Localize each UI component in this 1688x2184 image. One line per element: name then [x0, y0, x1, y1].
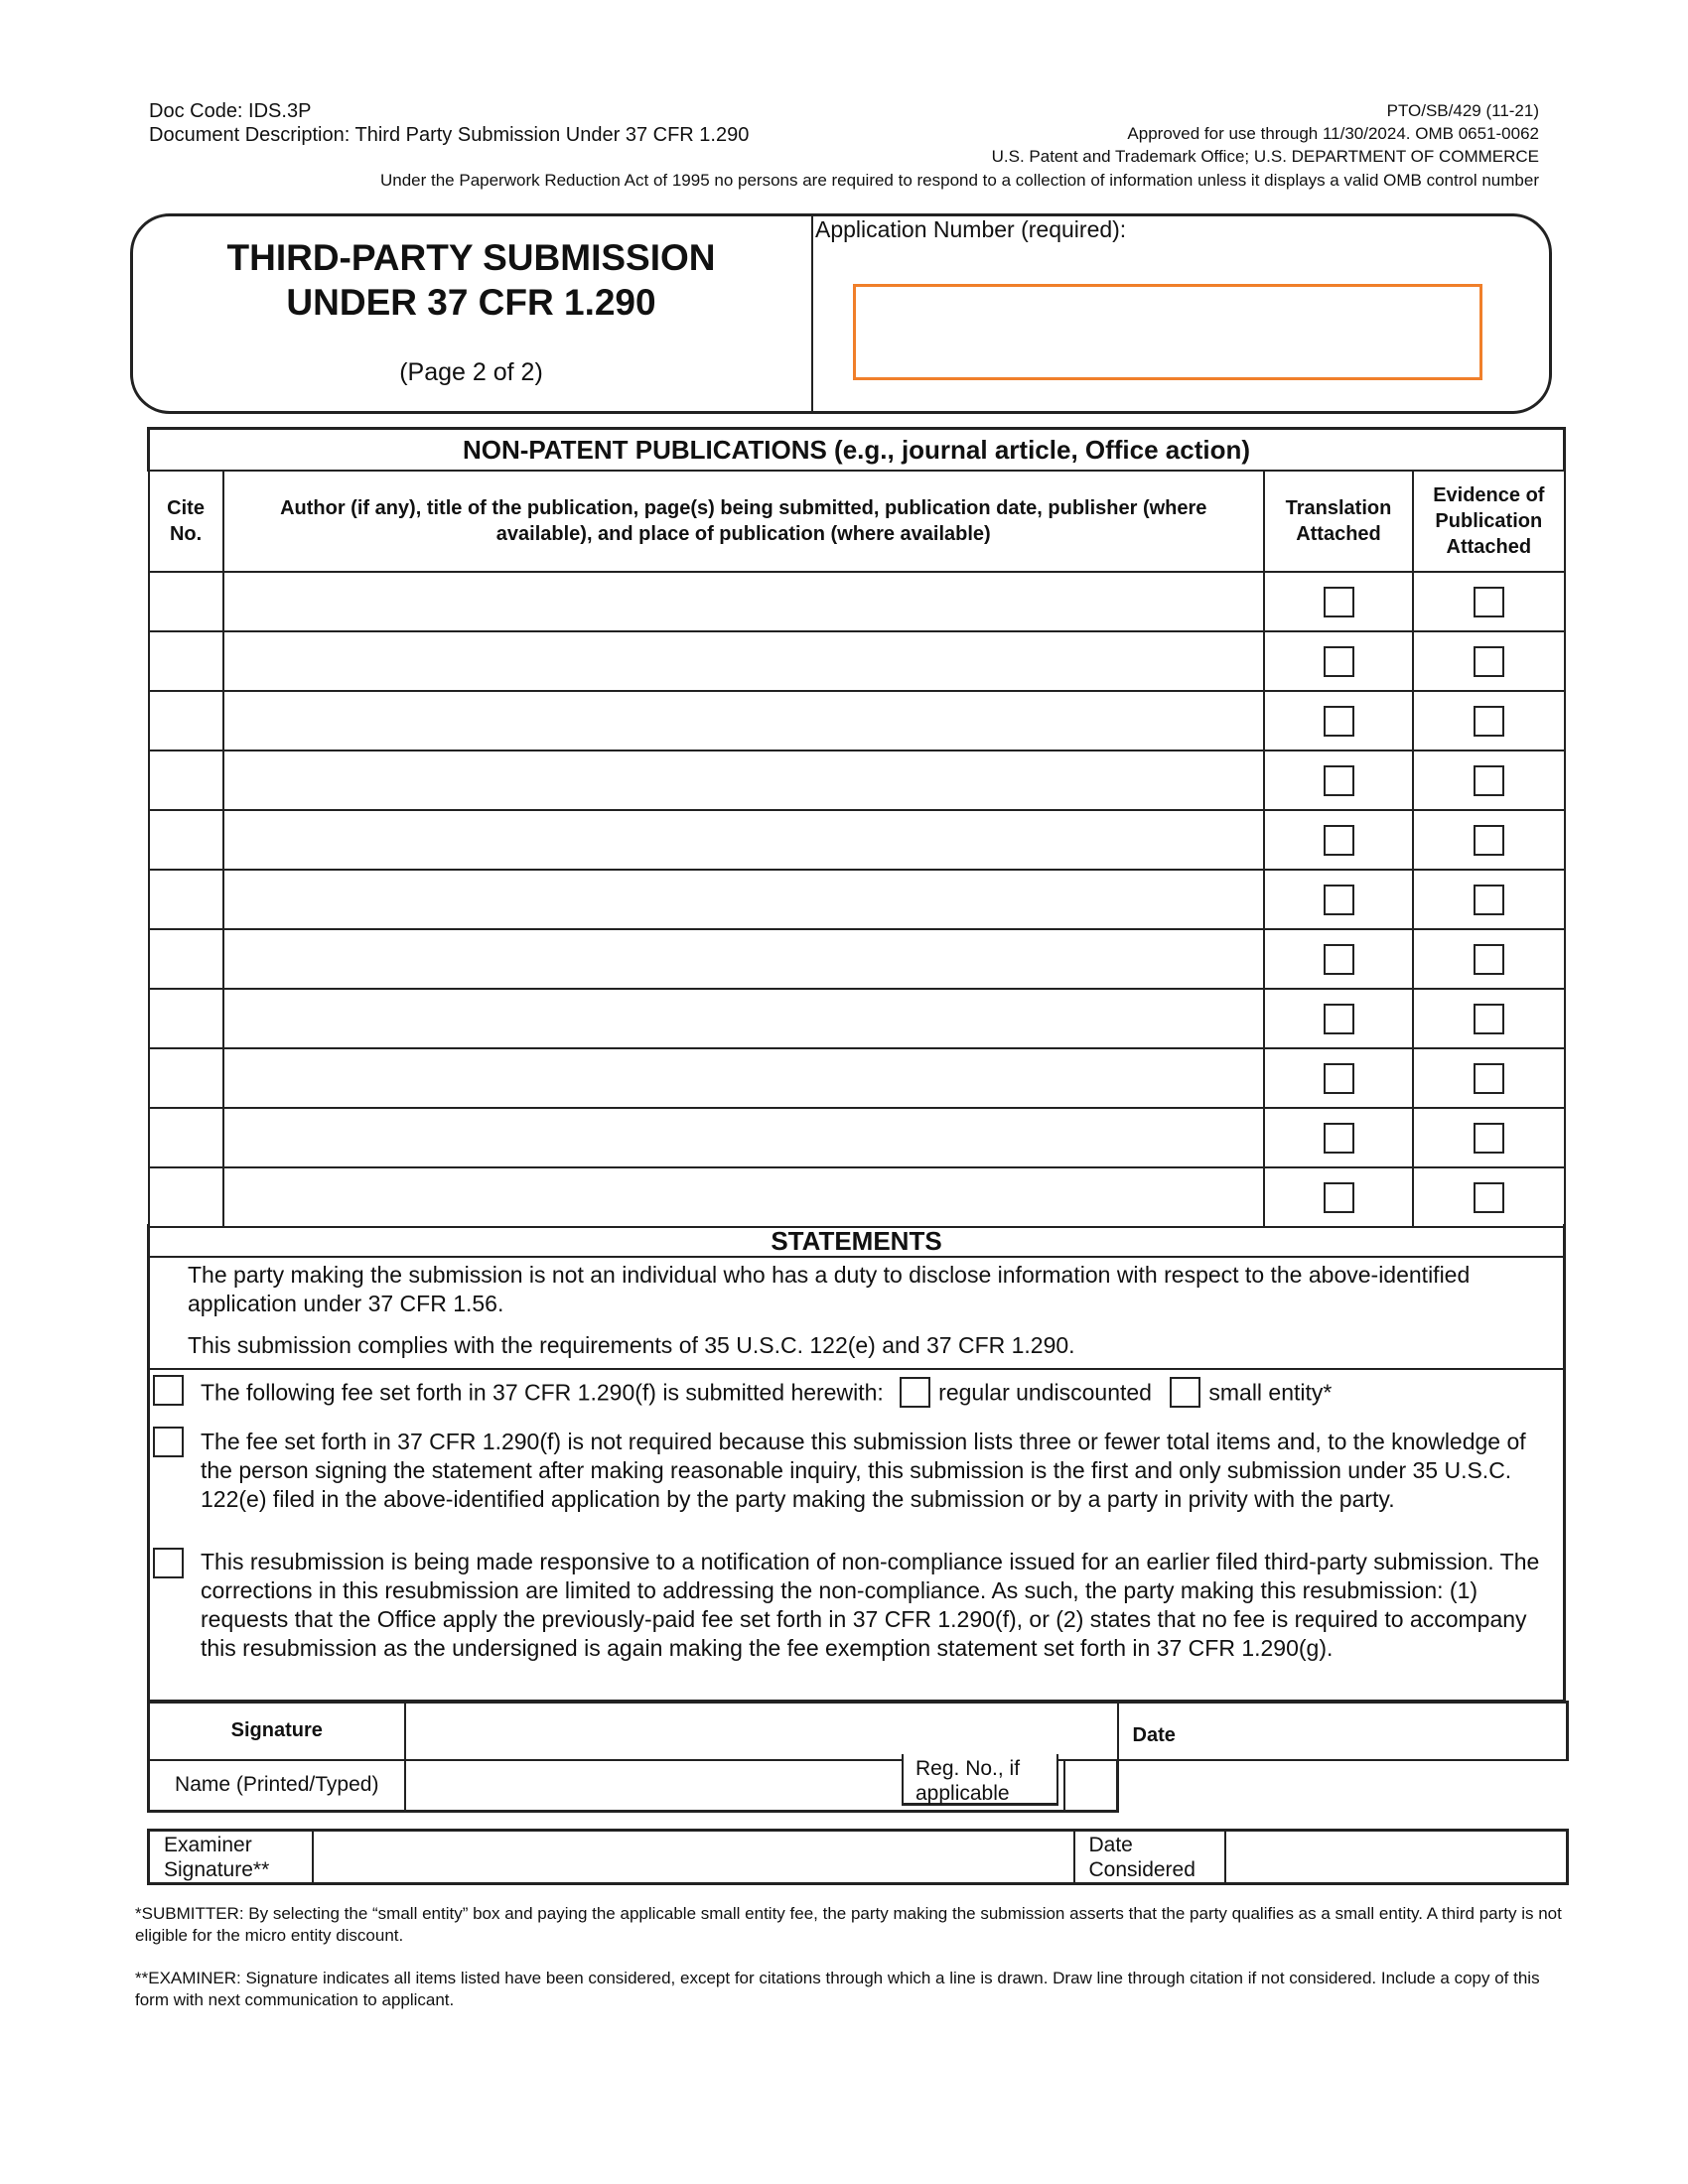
evidence-cell	[1413, 870, 1564, 929]
non-patent-publications-table	[147, 427, 1566, 1228]
date-considered-label: Date Considered	[1074, 1831, 1225, 1884]
signature-table	[147, 1701, 1569, 1813]
table-row	[149, 631, 1565, 691]
col-cite-no: Cite No.	[149, 471, 223, 572]
evidence-checkbox[interactable]	[1474, 825, 1504, 856]
publication-cell[interactable]	[223, 1167, 1264, 1227]
fee-submitted-text: The following fee set forth in 37 CFR 1.290(f) is submitted herewith:	[201, 1379, 884, 1406]
table-row	[149, 1048, 1565, 1108]
cite-no-cell[interactable]	[149, 1108, 223, 1167]
statements-divider	[147, 1368, 1566, 1370]
evidence-cell	[1413, 1167, 1564, 1227]
page-indicator: (Page 2 of 2)	[399, 358, 543, 386]
date-considered-field[interactable]	[1225, 1831, 1568, 1884]
table-title: NON-PATENT PUBLICATIONS (e.g., journal article, Office action)	[149, 429, 1565, 472]
table-row	[149, 870, 1565, 929]
cite-no-cell[interactable]	[149, 691, 223, 751]
translation-checkbox[interactable]	[1324, 825, 1354, 856]
table-row	[149, 810, 1565, 870]
publication-cell[interactable]	[223, 1108, 1264, 1167]
title-line-2: UNDER 37 CFR 1.290	[286, 282, 656, 323]
form-title	[130, 213, 812, 414]
translation-cell	[1264, 691, 1413, 751]
application-number-label: Application Number (required):	[815, 216, 1127, 242]
publication-cell[interactable]	[223, 751, 1264, 810]
translation-checkbox[interactable]	[1324, 1004, 1354, 1034]
cite-no-cell[interactable]	[149, 1048, 223, 1108]
translation-cell	[1264, 1048, 1413, 1108]
doc-description: Document Description: Third Party Submission Under 37 CFR 1.290	[149, 124, 750, 146]
publication-cell[interactable]	[223, 691, 1264, 751]
paperwork-notice: Under the Paperwork Reduction Act of 1995 no persons are required to respond to a collection of information unless it displays a valid OMB control number	[379, 171, 1539, 190]
translation-checkbox[interactable]	[1324, 944, 1354, 975]
translation-checkbox[interactable]	[1324, 646, 1354, 677]
evidence-cell	[1413, 1108, 1564, 1167]
translation-checkbox[interactable]	[1324, 1182, 1354, 1213]
evidence-cell	[1413, 751, 1564, 810]
translation-cell	[1264, 1108, 1413, 1167]
translation-cell	[1264, 1167, 1413, 1227]
publication-cell[interactable]	[223, 810, 1264, 870]
col-evidence: Evidence of Publication Attached	[1413, 471, 1564, 572]
fee-submitted-checkbox[interactable]	[153, 1375, 184, 1406]
date-field[interactable]	[1118, 1703, 1568, 1760]
translation-cell	[1264, 751, 1413, 810]
fee-submitted-row	[201, 1377, 1332, 1412]
small-entity-checkbox[interactable]	[1170, 1377, 1200, 1408]
translation-cell	[1264, 572, 1413, 631]
translation-cell	[1264, 929, 1413, 989]
cite-no-cell[interactable]	[149, 989, 223, 1048]
cite-no-cell[interactable]	[149, 751, 223, 810]
evidence-cell	[1413, 929, 1564, 989]
examiner-signature-field[interactable]	[313, 1831, 1074, 1884]
cite-no-cell[interactable]	[149, 1167, 223, 1227]
regular-undiscounted-checkbox[interactable]	[900, 1377, 930, 1408]
fee-exempt-checkbox[interactable]	[153, 1427, 184, 1457]
doc-code: Doc Code: IDS.3P	[149, 100, 312, 122]
table-row	[149, 989, 1565, 1048]
evidence-checkbox[interactable]	[1474, 1004, 1504, 1034]
evidence-cell	[1413, 572, 1564, 631]
table-row	[149, 1108, 1565, 1167]
reg-no-field[interactable]	[1064, 1760, 1118, 1812]
publication-cell[interactable]	[223, 929, 1264, 989]
evidence-checkbox[interactable]	[1474, 1123, 1504, 1154]
examiner-footnote: **EXAMINER: Signature indicates all items listed have been considered, except for citations through which a line is drawn. Draw line through citation if not considered. Include a copy of this form with next communication to applicant.	[135, 1969, 1540, 2009]
cite-no-cell[interactable]	[149, 631, 223, 691]
title-divider	[811, 213, 813, 414]
evidence-cell	[1413, 989, 1564, 1048]
examiner-table	[147, 1829, 1569, 1885]
translation-checkbox[interactable]	[1324, 885, 1354, 915]
evidence-cell	[1413, 1048, 1564, 1108]
reg-no-label: Reg. No., if applicable	[902, 1754, 1058, 1806]
translation-checkbox[interactable]	[1324, 765, 1354, 796]
table-row	[149, 691, 1565, 751]
title-line-1: THIRD-PARTY SUBMISSION	[226, 237, 716, 278]
application-number-input[interactable]	[853, 284, 1482, 380]
translation-cell	[1264, 870, 1413, 929]
evidence-checkbox[interactable]	[1474, 765, 1504, 796]
table-row	[149, 751, 1565, 810]
evidence-cell	[1413, 810, 1564, 870]
date-label: Date	[1132, 1723, 1176, 1746]
evidence-checkbox[interactable]	[1474, 1063, 1504, 1094]
evidence-checkbox[interactable]	[1474, 587, 1504, 617]
publication-cell[interactable]	[223, 1048, 1264, 1108]
evidence-checkbox[interactable]	[1474, 944, 1504, 975]
signature-field[interactable]	[405, 1703, 1118, 1760]
statements-title: STATEMENTS	[147, 1224, 1566, 1258]
table-row	[149, 929, 1565, 989]
col-author: Author (if any), title of the publication, page(s) being submitted, publication date, publisher (where available), and place of publication (where available)	[223, 471, 1264, 572]
resubmission-checkbox[interactable]	[153, 1548, 184, 1578]
translation-cell	[1264, 810, 1413, 870]
translation-cell	[1264, 631, 1413, 691]
translation-checkbox[interactable]	[1324, 1123, 1354, 1154]
form-number: PTO/SB/429 (11-21)	[1386, 101, 1539, 120]
translation-checkbox[interactable]	[1324, 587, 1354, 617]
evidence-checkbox[interactable]	[1474, 885, 1504, 915]
publication-cell[interactable]	[223, 631, 1264, 691]
translation-checkbox[interactable]	[1324, 1063, 1354, 1094]
resubmission-text: This resubmission is being made responsive to a notification of non-compliance issued for an earlier filed third-party submission. The corrections in this resubmission are limited to addressing the non-compliance. As such, the party making this resubmission: (1) requests that the Office apply the previously-paid fee set forth in 37 CFR 1.290(f), or (2) states that no fee is required to accompany this resubmission as the undersigned is again making the fee exemption statement set forth in 37 CFR 1.290(g).	[201, 1549, 1540, 1661]
signature-label: Signature	[149, 1703, 405, 1760]
header-left	[149, 99, 749, 147]
table-row	[149, 572, 1565, 631]
fee-exempt-text: The fee set forth in 37 CFR 1.290(f) is not required because this submission lists three or fewer total items and, to the knowledge of the person signing the statement after making reasonable inquiry, this submission is the first and only submission under 35 U.S.C. 122(e) filed in the above-identified application by the party making the submission or by a party in privity with the party.	[201, 1429, 1526, 1512]
publication-cell[interactable]	[223, 870, 1264, 929]
regular-undiscounted-label: regular undiscounted	[938, 1379, 1152, 1406]
publication-cell[interactable]	[223, 572, 1264, 631]
statement-complies: This submission complies with the requirements of 35 U.S.C. 122(e) and 37 CFR 1.290.	[188, 1332, 1075, 1358]
evidence-cell	[1413, 631, 1564, 691]
evidence-checkbox[interactable]	[1474, 706, 1504, 737]
col-translation: Translation Attached	[1264, 471, 1413, 572]
statement-not-individual: The party making the submission is not an individual who has a duty to disclose information with respect to the above-identified application under 37 CFR 1.56.	[188, 1262, 1471, 1316]
agency-text: U.S. Patent and Trademark Office; U.S. DEPARTMENT OF COMMERCE	[991, 147, 1539, 166]
submitter-footnote: *SUBMITTER: By selecting the “small entity” box and paying the applicable small entity fee, the party making the submission asserts that the party qualifies as a small entity. A third party is not eligible for the micro entity discount.	[135, 1904, 1562, 1945]
evidence-cell	[1413, 691, 1564, 751]
cite-no-cell[interactable]	[149, 929, 223, 989]
examiner-signature-label: Examiner Signature**	[149, 1831, 313, 1884]
translation-cell	[1264, 989, 1413, 1048]
table-row	[149, 1167, 1565, 1227]
evidence-checkbox[interactable]	[1474, 1182, 1504, 1213]
header-right	[992, 99, 1539, 168]
cite-no-cell[interactable]	[149, 572, 223, 631]
cite-no-cell[interactable]	[149, 810, 223, 870]
publication-cell[interactable]	[223, 989, 1264, 1048]
translation-checkbox[interactable]	[1324, 706, 1354, 737]
small-entity-label: small entity*	[1208, 1379, 1333, 1406]
cite-no-cell[interactable]	[149, 870, 223, 929]
approval-text: Approved for use through 11/30/2024. OMB 0651-0062	[1127, 124, 1539, 143]
evidence-checkbox[interactable]	[1474, 646, 1504, 677]
name-label: Name (Printed/Typed)	[149, 1760, 405, 1812]
